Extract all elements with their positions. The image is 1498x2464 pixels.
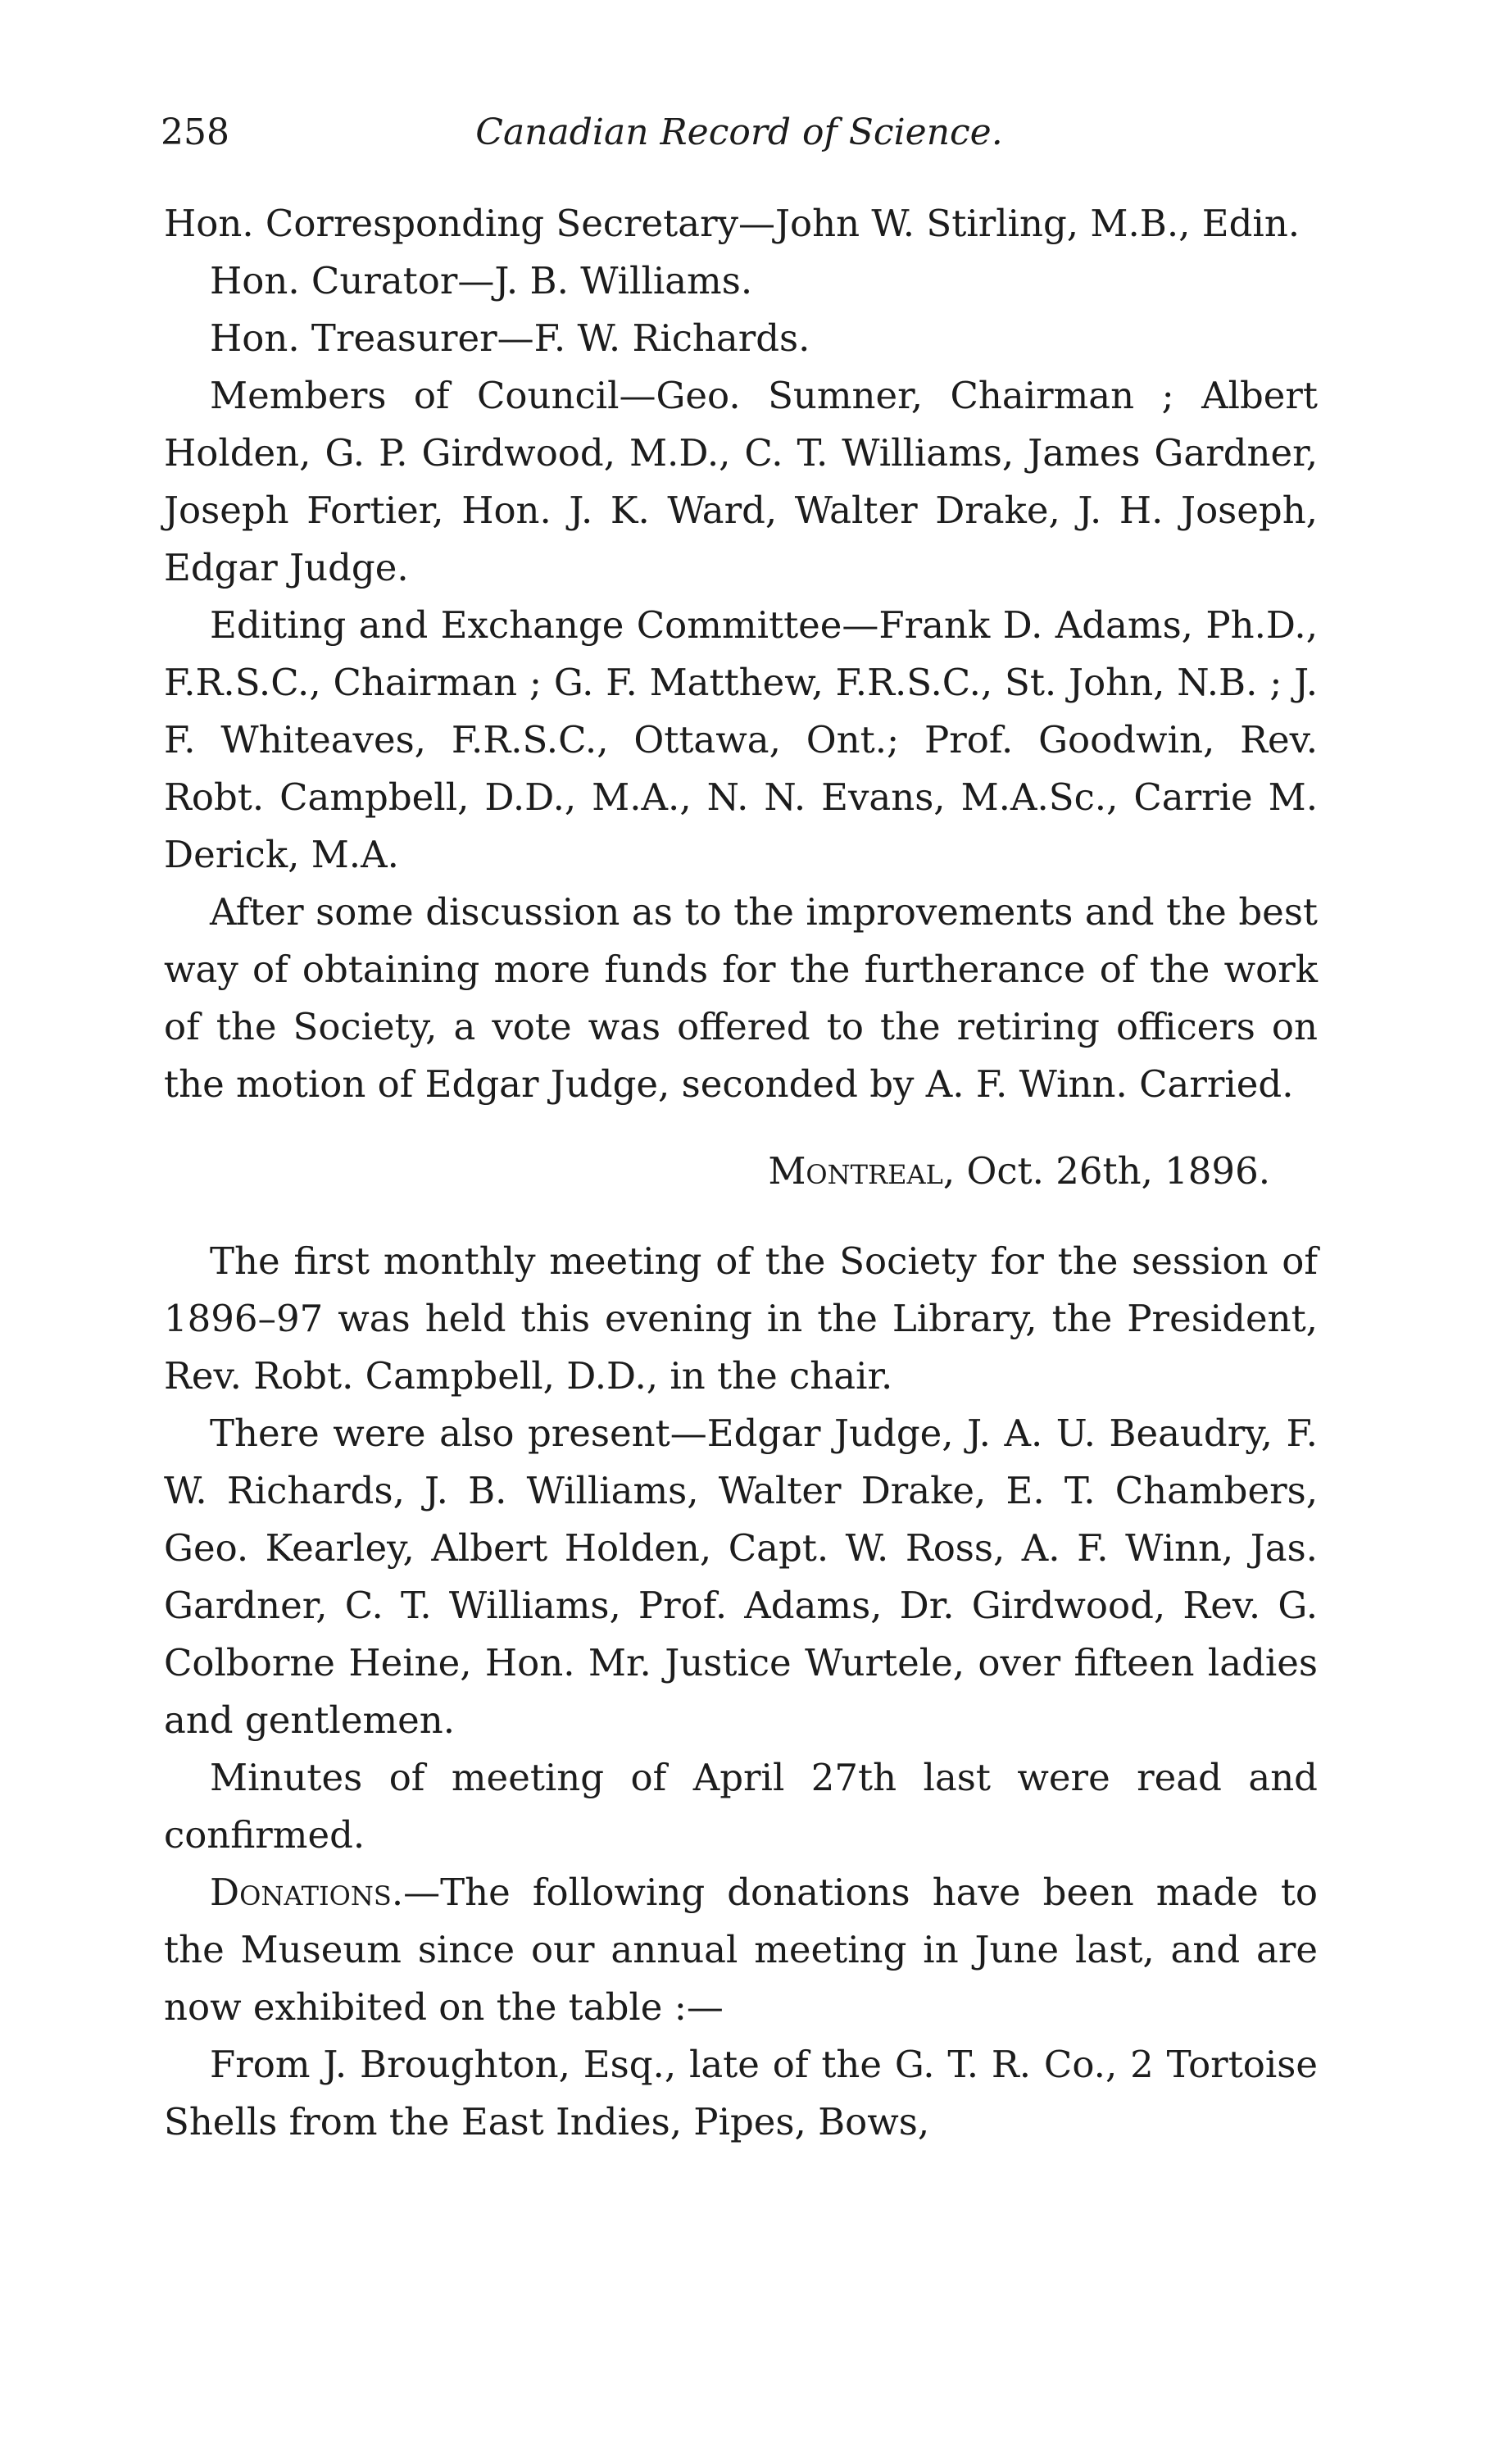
officer-secretary: Hon. Corresponding Secretary—John W. Stirling, M.B., Edin. [164, 202, 1301, 245]
donations-text: —The following donations have been made to the Museum since our annual meeting in June last, and are now exhibited on the table :— [164, 1871, 1318, 2029]
dateline-place: Montreal, [768, 1149, 956, 1193]
vote-paragraph: After some discussion as to the improvements and the best way of obtaining more funds for the furtherance of the work of the Society, a vote was offered to the retiring officers on the motion of Edgar Judge, seconded by A. F. Winn. Carried. [164, 890, 1318, 1106]
dateline-date: Oct. 26th, 1896. [966, 1149, 1270, 1193]
broughton-donation: From J. Broughton, Esq., late of the G. T. R. Co., 2 Tortoise Shells from the East Indies, Pipes, Bows, [164, 2043, 1318, 2143]
attendees-paragraph: There were also present—Edgar Judge, J. A. U. Beaudry, F. W. Richards, J. B. Williams, Walter Drake, E. T. Chambers, Geo. Kearley, Albert Holden, Capt. W. Ross, A. F. Winn, Jas. Gardner, C. T. Williams, Prof. Adams, Dr. Girdwood, Rev. G. Colborne Heine, Hon. Mr. Justice Wurtele, over fifteen ladies and gentlemen. [164, 1412, 1318, 1742]
meeting-opening: The first monthly meeting of the Society for the session of 1896–97 was held this evening in the Library, the President, Rev. Robt. Campbell, D.D., in the chair. [164, 1239, 1318, 1398]
page-header [161, 108, 1318, 166]
donations-heading: Donations. [210, 1871, 404, 1914]
running-title: Canadian Record of Science. [475, 111, 1003, 153]
editing-committee: Editing and Exchange Committee—Frank D. Adams, Ph.D., F.R.S.C., Chairman ; G. F. Matthew, F.R.S.C., St. John, N.B. ; J. F. Whiteaves, F.R.S.C., Ottawa, Ont.; Prof. Goodwin, Rev. Robt. Campbell, D.D., M.A., N. N. Evans, M.A.Sc., Carrie M. Derick, M.A. [164, 603, 1318, 876]
officer-treasurer: Hon. Treasurer—F. W. Richards. [210, 316, 810, 360]
page-body [164, 195, 1318, 2151]
page-number: 258 [161, 111, 229, 153]
donations-paragraph [164, 1864, 1318, 2036]
meeting-dateline [164, 1143, 1318, 1200]
council-members: Members of Council—Geo. Sumner, Chairman ; Albert Holden, G. P. Girdwood, M.D., C. T. Williams, James Gardner, Joseph Fortier, Hon. J. K. Ward, Walter Drake, J. H. Joseph, Edgar Judge. [164, 374, 1318, 589]
minutes-paragraph: Minutes of meeting of April 27th last were read and confirmed. [164, 1756, 1318, 1857]
officer-curator: Hon. Curator—J. B. Williams. [210, 259, 753, 302]
